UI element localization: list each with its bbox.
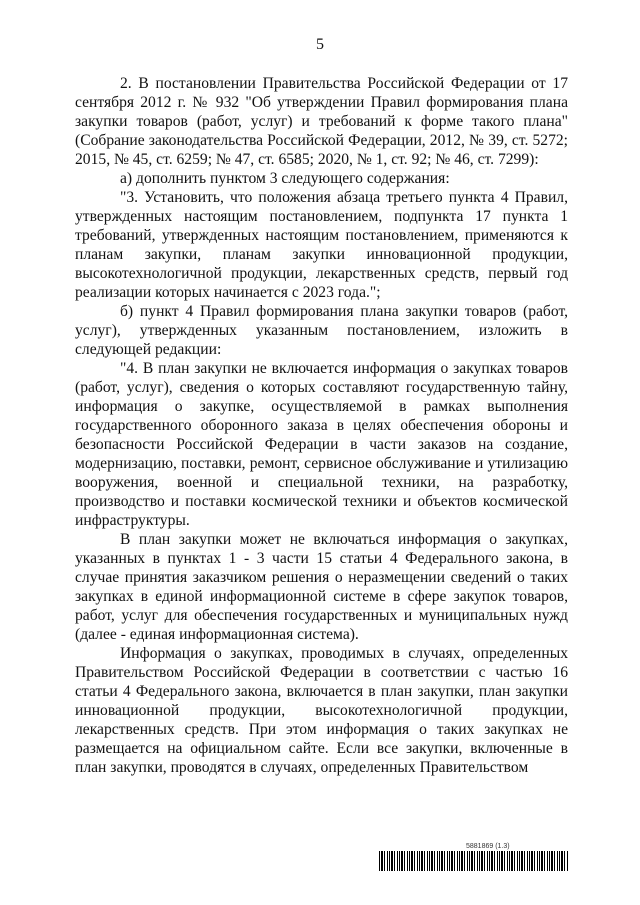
paragraph-plan-exclusion: В план закупки может не включаться информация о закупках, указанных в пунктах 1 - 3 части 15 статьи 4 Федерального закона, в случае принятия заказчиком решения о неразмещении сведений о таких закупках в единой информационной системе в сфере закупок товаров, работ, услуг для обеспечения государственных и муниципальных нужд (далее - единая информационная система). (75, 531, 568, 643)
paragraph-subitem-b: б) пункт 4 Правил формирования плана закупки товаров (работ, услуг), утвержденных указанным постановлением, изложить в следующей редакции: (75, 303, 568, 358)
document-body (75, 74, 568, 777)
paragraph-government-cases: Информация о закупках, проводимых в случаях, определенных Правительством Российской Федерации в соответствии с частью 16 статьи 4 Федерального закона, включается в план закупки, план закупки инновационной продукции, высокотехнологичной продукции, лекарственных средств. При этом информация о таких закупках не размещается на официальном сайте. Если все закупки, включенные в план закупки, проводятся в случаях, определенных Правительством (75, 645, 568, 776)
paragraph-clause-4: "4. В план закупки не включается информация о закупках товаров (работ, услуг), сведения о которых составляют государственную тайну, информация о закупке, осуществляемой в рамках выполнения государственного оборонного заказа в целях обеспечения обороны и безопасности Российской Федерации в части заказов на создание, модернизацию, поставки, ремонт, сервисное обслуживание и утилизацию вооружения, военной и специальной техники, на разработку, производство и поставки космической техники и объектов космической инфраструктуры. (75, 360, 568, 529)
barcode (379, 851, 569, 871)
document-code: 5881869 (1.3) (466, 843, 510, 850)
page-number: 5 (316, 36, 324, 53)
paragraph-amendment-2: 2. В постановлении Правительства Российской Федерации от 17 сентября 2012 г. № 932 "Об утверждении Правил формирования плана закупки товаров (работ, услуг) и требований к форме такого плана" (Собрание законодательства Российской Федерации, 2012, № 39, ст. 5272; 2015, № 45, ст. 6259; № 47, ст. 6585; 2020, № 1, ст. 92; № 46, ст. 7299): (75, 75, 568, 168)
paragraph-subitem-a: а) дополнить пунктом 3 следующего содержания: (120, 170, 450, 187)
paragraph-clause-3: "3. Установить, что положения абзаца третьего пункта 4 Правил, утвержденных настоящим постановлением, подпункта 17 пункта 1 требований, утвержденных настоящим постановлением, применяются к планам закупки, планам закупки инновационной продукции, высокотехнологичной продукции, лекарственных средств, первый год реализации которых начинается с 2023 года."; (75, 189, 568, 301)
